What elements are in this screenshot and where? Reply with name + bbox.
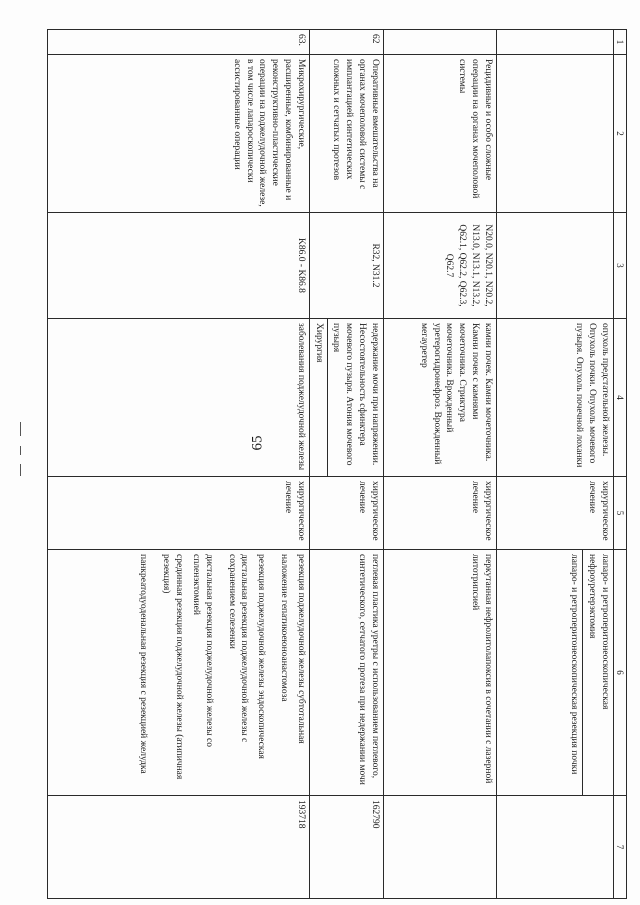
- treatment-type: хирургическое лечение: [309, 477, 383, 550]
- disease-text: Опухоль почки. Опухоль мочевого пузыря. Опухоль почечной лоханки: [574, 323, 598, 468]
- header-col-4: 4: [613, 319, 626, 477]
- disease-model: [496, 319, 613, 477]
- cost: 193718: [47, 796, 309, 899]
- disease-model: [383, 319, 496, 477]
- cost: [496, 796, 613, 899]
- header-col-3: 3: [613, 213, 626, 319]
- treatment-type: хирургическое лечение: [383, 477, 496, 550]
- row-number: [383, 30, 496, 55]
- cost: 162790: [309, 796, 383, 899]
- disease-text: опухоль предстательной железы.: [599, 323, 610, 457]
- disease-text: заболевания поджелудочной железы: [295, 323, 306, 471]
- treatment-methods: [383, 550, 496, 796]
- disease-text: недержание мочи при напряжении. Несостоятельность сфинктера мочевого пузыря. Атония мочевого пузыря: [331, 323, 380, 466]
- method-item: дистальная резекция поджелудочной железы со спленэктомией: [190, 554, 214, 747]
- method-item: петлевая пластика уретры с использованием петлевого, синтетического, сетчатого протеза при недержании мочи: [357, 554, 380, 785]
- icd-codes: N20.0, N20.1, N20.2, N13.0, N13.1, N13.2, Q62.1, Q62.2, Q62.3, Q62.7: [383, 213, 496, 319]
- header-col-5: 5: [613, 477, 626, 550]
- disease-model: [309, 319, 383, 477]
- procedure-name: [496, 55, 613, 213]
- procedure-name: Оперативные вмешательства на органах мочеполовой системы с имплантацией синтетических сложных и сетчатых протезов: [309, 55, 383, 213]
- treatment-type: хирургическое лечение: [496, 477, 613, 550]
- header-col-6: 6: [613, 550, 626, 796]
- icd-codes: K86.0 - K86.8: [47, 213, 309, 319]
- method-item: срединная резекция поджелудочной железы (атипичная резекция): [161, 554, 185, 780]
- header-row: [613, 30, 626, 899]
- row-number: [496, 30, 613, 55]
- procedure-name: Рецидивные и особо сложные операции на органах мочеполовой системы: [383, 55, 496, 213]
- treatment-methods: [47, 550, 309, 796]
- method-item: дистальная резекция поджелудочной железы с сохранением селезенки: [226, 554, 250, 743]
- treatment-type: хирургическое лечение: [47, 477, 309, 550]
- header-col-2: 2: [613, 55, 626, 213]
- disease-section-label: Хирургия: [312, 319, 328, 476]
- row-number: 63.: [47, 30, 309, 55]
- procedures-table: [47, 29, 627, 899]
- procedure-name: Микрохирургические, расширенные, комбинированные и реконструктивно-пластические операции на поджелудочной железе, в том числе лапароскопически ассистированные операции: [47, 55, 309, 213]
- method-item: резекция поджелудочной железы эндоскопическая: [256, 554, 267, 759]
- header-col-7: 7: [613, 796, 626, 899]
- method-item: лапаро- и ретроперитонеоскопическая нефроуретерэктомия: [587, 554, 610, 710]
- method-item: резекция поджелудочной железы субтотальная: [295, 554, 306, 744]
- disease-text: камни почек. Камни мочеточника. Камни почек с камнями мочеточника. Стриктура мочеточника. Врожденный уретерогидронефроз. Врожденный мегауретер: [418, 323, 493, 465]
- scan-artifact: [20, 464, 21, 476]
- treatment-methods: [496, 550, 613, 796]
- cost: [383, 796, 496, 899]
- table-row: [496, 30, 613, 899]
- table-row: [47, 30, 309, 899]
- table-row: [309, 30, 383, 899]
- method-item: перкутанная нефролитолапоксия в сочетании с лазерной литотрипсией: [470, 554, 493, 784]
- scan-artifact: [20, 446, 21, 455]
- method-item: лапаро- и ретроперитонеоскопическая резекция почки: [567, 550, 583, 795]
- page-number: 65: [249, 435, 266, 451]
- treatment-methods: [309, 550, 383, 796]
- icd-codes: [496, 213, 613, 319]
- row-number: 62: [309, 30, 383, 55]
- method-item: наложение гепатикоеюноанастомоза: [278, 554, 289, 702]
- disease-model: [47, 319, 309, 477]
- icd-codes: R32, N31.2: [309, 213, 383, 319]
- method-item: панкреатодуоденальная резекция с резекцией желудка: [138, 554, 149, 774]
- rotated-table-container: [80, 29, 627, 898]
- table-row: [383, 30, 496, 899]
- scan-artifact: [20, 422, 21, 436]
- header-col-1: 1: [613, 30, 626, 55]
